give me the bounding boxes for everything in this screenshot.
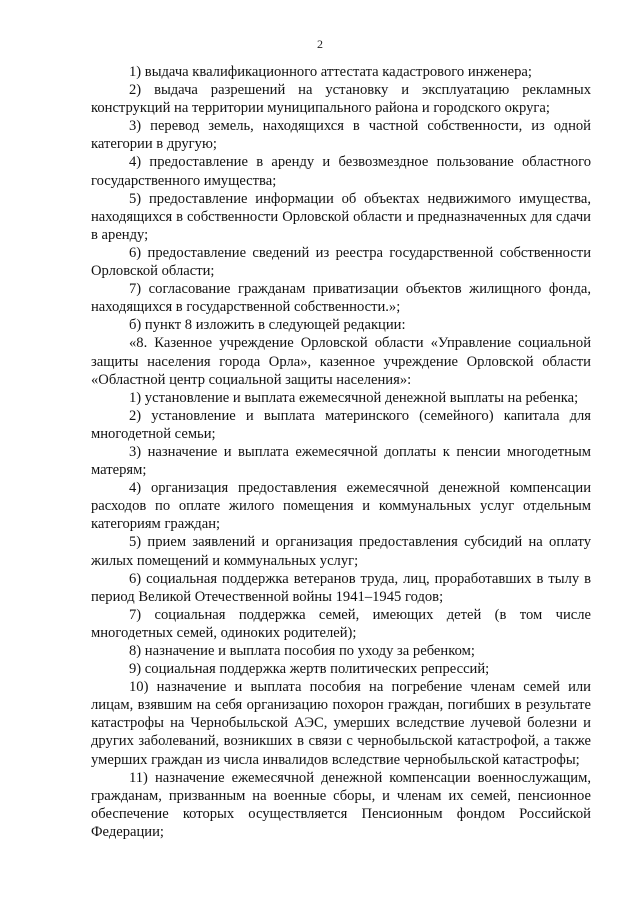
paragraph: 8) назначение и выплата пособия по уходу за ребенком; [129,643,475,659]
paragraph: 5) предоставление информации об объектах недвижимого имущества, находящихся в собственности Орловской области и предназначенных для сдачи в аренду; [91,190,591,243]
paragraph: 7) согласование гражданам приватизации объектов жилищного фонда, находящихся в государственной собственности.»; [91,281,591,316]
paragraph: 5) прием заявлений и организация предоставления субсидий на оплату жилых помещений и коммунальных услуг; [91,534,591,569]
paragraph: 11) назначение ежемесячной денежной компенсации военнослужащим, гражданам, призванным на военные сборы, и членам их семей, пенсионное обеспечение которых осуществляется Пенсионным фондом Российской Федерации; [91,769,591,840]
paragraph: 7) социальная поддержка семей, имеющих детей (в том числе многодетных семей, одиноких родителей); [91,606,591,641]
paragraph: «8. Казенное учреждение Орловской области «Управление социальной защиты населения города Орла», казенное учреждение Орловской области «Областной центр социальной защиты населения»: [91,335,591,388]
paragraph: 1) выдача квалификационного аттестата кадастрового инженера; [129,64,532,80]
paragraph: 3) назначение и выплата ежемесячной доплаты к пенсии многодетным матерям; [91,443,591,479]
paragraph: 2) выдача разрешений на установку и эксплуатацию рекламных конструкций на территории муниципального района и городского округа; [91,82,591,117]
paragraph: 4) организация предоставления ежемесячной денежной компенсации расходов по оплате жилого помещения и коммунальных услуг отдельным категориям граждан; [91,480,591,533]
document-body [91,63,591,841]
page-number: 2 [317,37,323,51]
paragraph: 1) установление и выплата ежемесячной денежной выплаты на ребенка; [129,389,579,406]
paragraph: 6) социальная поддержка ветеранов труда, лиц, проработавших в тылу в период Великой Отечественной войны 1941–1945 годов; [91,570,591,605]
paragraph: 9) социальная поддержка жертв политических репрессий; [129,661,490,678]
paragraph: 4) предоставление в аренду и безвозмездное пользование областного государственного имущества; [91,154,591,189]
paragraph: 3) перевод земель, находящихся в частной собственности, из одной категории в другую; [91,118,591,153]
paragraph: 6) предоставление сведений из реестра государственной собственности Орловской области; [91,244,591,280]
paragraph: 10) назначение и выплата пособия на погребение членам семей или лицам, взявшим на себя организацию похорон граждан, погибших в результате катастрофы на Чернобыльской АЭС, умерших вследствие лучевой болезни и других заболеваний, возникших в связи с чернобыльской катастрофой, а также умерших граждан из числа инвалидов вследствие чернобыльской катастрофы; [91,679,591,768]
paragraph: 2) установление и выплата материнского (семейного) капитала для многодетной семьи; [91,407,591,442]
paragraph: б) пункт 8 изложить в следующей редакции: [129,317,406,334]
